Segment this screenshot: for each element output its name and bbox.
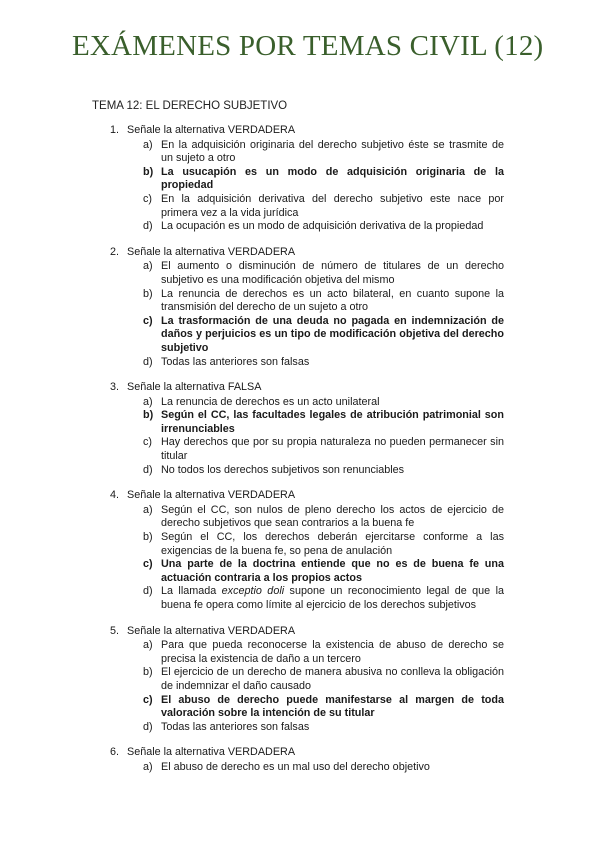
option-d: d) Todas las anteriores son falsas — [143, 355, 310, 368]
option-d: d) La llamada exceptio doli supone un reconocimiento legal de que la buena fe opera como límite al ejercicio de los derechos subjetivos — [143, 585, 504, 611]
option-c: c) Hay derechos que por su propia naturaleza no pueden permanecer sin titular — [143, 436, 504, 463]
question-number: 3. — [110, 381, 120, 394]
question-prompt: Señale la alternativa FALSA — [127, 381, 262, 394]
question-number: 1. — [110, 124, 120, 136]
option-b: b) Según el CC, los derechos deberán ejercitarse conforme a las exigencias de la buena fe, so pena de anulación — [143, 531, 504, 557]
question-1 — [0, 124, 600, 234]
option-a: a) Para que pueda reconocerse la existencia de abuso de derecho se precisa la existencia de daño a un tercero — [143, 639, 504, 665]
option-a: a) El aumento o disminución de número de titulares de un derecho subjetivo es una modificación objetiva del mismo — [143, 260, 504, 286]
option-b-correct: b) La usucapión es un modo de adquisición originaria de la propiedad — [143, 165, 504, 192]
question-number: 6. — [110, 746, 120, 759]
question-prompt: Señale la alternativa VERDADERA — [127, 124, 296, 136]
question-prompt: Señale la alternativa VERDADERA — [127, 746, 296, 759]
question-number: 2. — [110, 245, 120, 258]
question-prompt: Señale la alternativa VERDADERA — [127, 245, 296, 258]
option-d: d) Todas las anteriores son falsas — [143, 720, 310, 733]
option-d: d) No todos los derechos subjetivos son renunciables — [143, 463, 405, 476]
option-d: d) La ocupación es un modo de adquisición derivativa de la propiedad — [143, 220, 484, 233]
topic-heading: TEMA 12: EL DERECHO SUBJETIVO — [92, 100, 288, 112]
option-a: a) En la adquisición originaria del derecho subjetivo éste se trasmite de un sujeto a otro — [143, 138, 504, 165]
option-a: a) La renuncia de derechos es un acto unilateral — [143, 395, 380, 408]
option-b-correct: b) Según el CC, las facultades legales de atribución patrimonial son irrenunciables — [143, 409, 504, 435]
question-3 — [0, 381, 600, 477]
question-4 — [0, 489, 600, 612]
document-title: EXÁMENES POR TEMAS CIVIL (12) — [72, 30, 544, 62]
question-number: 5. — [110, 624, 120, 637]
question-prompt: Señale la alternativa VERDADERA — [127, 624, 296, 637]
question-6 — [0, 746, 600, 774]
question-prompt: Señale la alternativa VERDADERA — [127, 489, 296, 502]
question-2 — [0, 246, 600, 369]
option-c-correct: c) La trasformación de una deuda no pagada en indemnización de daños y perjuicios es un tipo de modificación objetiva del derecho subjetivo — [143, 314, 504, 354]
option-c: c) En la adquisición derivativa del derecho subjetivo este nace por primera vez a la vida jurídica — [143, 192, 504, 219]
option-a: a) Según el CC, son nulos de pleno derecho los actos de ejercicio de derecho subjetivos que sean contrarios a la buena fe — [143, 503, 504, 530]
option-a: a) El abuso de derecho es un mal uso del derecho objetivo — [143, 760, 430, 773]
option-b: b) El ejercicio de un derecho de manera abusiva no conlleva la obligación de indemnizar el daño causado — [143, 666, 504, 692]
question-number: 4. — [110, 489, 120, 502]
question-5 — [0, 625, 600, 735]
question-list — [0, 124, 600, 787]
option-b: b) La renuncia de derechos es un acto bilateral, en cuanto supone la transmisión del derecho de un sujeto a otro — [143, 287, 504, 314]
option-c-correct: c) El abuso de derecho puede manifestarse al margen de toda valoración sobre la intención de su titular — [143, 693, 504, 720]
option-c-correct: c) Una parte de la doctrina entiende que no es de buena fe una actuación contraria a los propios actos — [143, 558, 504, 584]
